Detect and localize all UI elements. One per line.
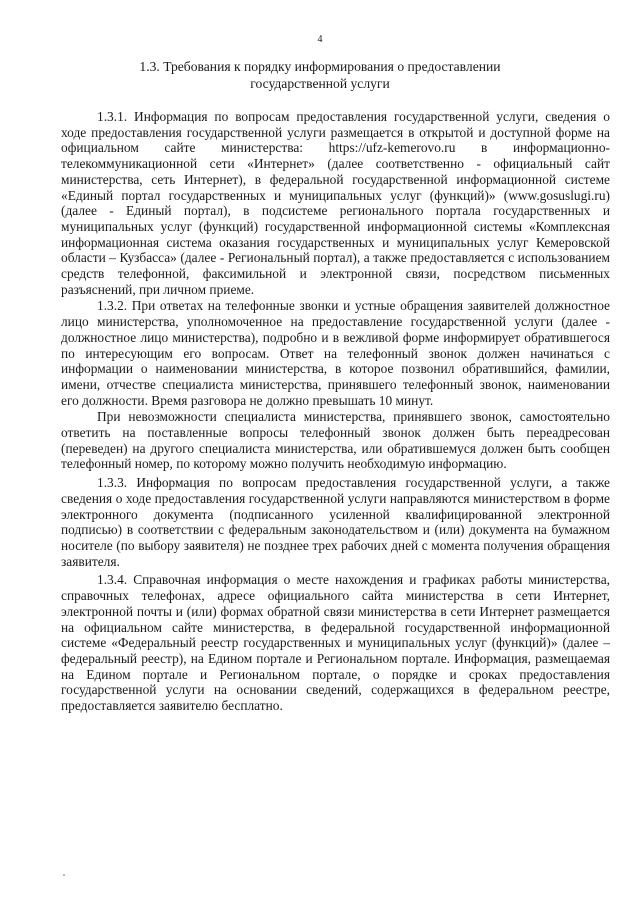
paragraph-1-3-4: 1.3.4. Справочная информация о месте нахождения и графиках работы министерства, справочных телефонах, адресе официального сайта министерства в сети Интернет, электронной почты и (или) формах обратной связи министерства в сети Интернет размещается на официальном сайте министерства, в федеральной государственной информационной системе «Федеральный реестр государственных и муниципальных услуг (функций)» (далее – федеральный реестр), на Едином портале и Региональном портале. Информация, размещаемая на Едином портале и Региональном портале, о порядке и сроках предоставления государственной услуги на основании сведений, содержащихся в федеральном реестре, предоставляется заявителю бесплатно. xyxy=(61,572,610,714)
scan-mark xyxy=(63,874,65,876)
section-title-line-1: 1.3. Требования к порядку информирования о предоставлении xyxy=(139,59,501,74)
paragraph-1-3-1: 1.3.1. Информация по вопросам предоставления государственной услуги, сведения о ходе предоставления государственной услуги размещается в открытой и доступной форме на официальном сайте министерства: https://ufz-kemerovo.ru в информационно-телекоммуникационной сети «Интернет» (далее соответственно - официальный сайт министерства, сеть Интернет), в федеральной государственной информационной системе «Единый портал государственных и муниципальных услуг (функций)» (www.gosuslugi.ru) (далее - Единый портал), в подсистеме регионального портала государственных и муниципальных услуг (функций) государственной информационной системы «Комплексная информационная система оказания государственных и муниципальных услуг Кемеровской области – Кузбасса» (далее - Региональный портал), а также предоставляется с использованием средств телефонной, факсимильной и электронной связи, посредством письменных разъяснений, при личном приеме. xyxy=(61,109,610,297)
document-body xyxy=(61,109,610,714)
paragraph-1-3-2-continued: При невозможности специалиста министерства, принявшего звонок, самостоятельно ответить на поставленные вопросы телефонный звонок должен быть переадресован (переведен) на другого специалиста министерства, или обратившемуся должен быть сообщен телефонный номер, по которому можно получить необходимую информацию. xyxy=(61,409,610,472)
page-number: 4 xyxy=(317,34,323,45)
section-title-line-2: государственной услуги xyxy=(250,76,390,91)
paragraph-1-3-2: 1.3.2. При ответах на телефонные звонки и устные обращения заявителей должностное лицо министерства, уполномоченное на предоставление государственной услуги (далее - должностное лицо министерства), подробно и в вежливой форме информирует обратившегося по интересующим его вопросам. Ответ на телефонный звонок должен начинаться с информации о наименовании министерства, в которое позвонил обратившийся, фамилии, имени, отчестве специалиста министерства, принявшего телефонный звонок, наименовании его должности. Время разговора не должно превышать 10 минут. xyxy=(61,298,610,408)
paragraph-1-3-3: 1.3.3. Информация по вопросам предоставления государственной услуги, а также сведения о ходе предоставления государственной услуги направляются министерством в форме электронного документа (подписанного усиленной квалифицированной электронной подписью) в соответствии с федеральным законодательством и (или) документа на бумажном носителе (по выбору заявителя) не позднее трех рабочих дней с момента получения обращения заявителя. xyxy=(61,475,610,569)
section-title xyxy=(90,58,550,92)
